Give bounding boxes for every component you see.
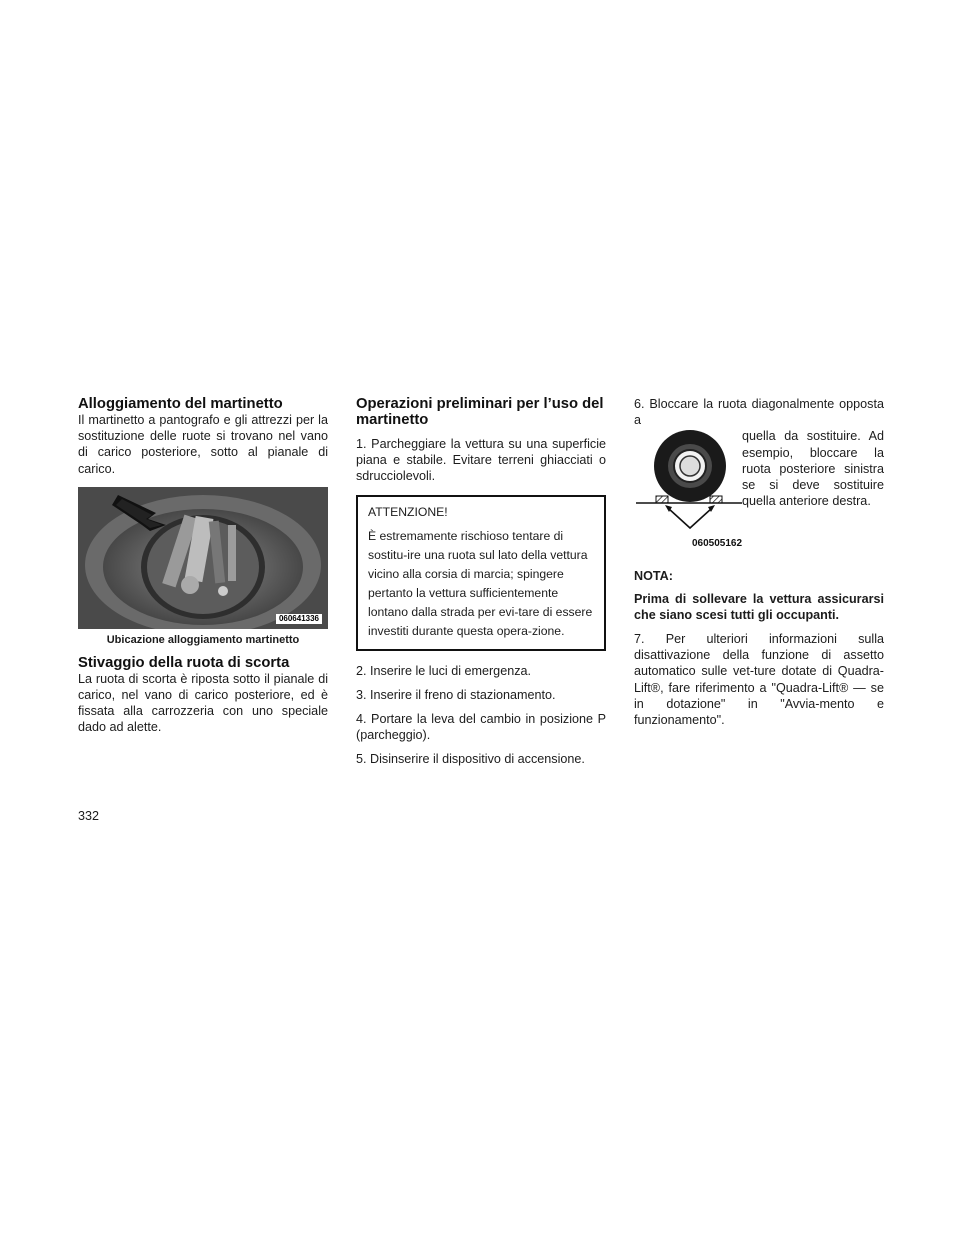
step-7: 7. Per ulteriori informazioni sulla disattivazione della funzione di assetto automatico sulle vet-ture dotate di Quadra-Lift®, fare riferimento a "Quadra-Lift® — se in dotazione" in "Avvia-mento e funzionamento". <box>634 632 884 728</box>
jack-storage-photo <box>78 487 328 629</box>
spare-wheel-heading: Stivaggio della ruota di scorta <box>78 654 290 671</box>
figure-id-label: 060505162 <box>692 538 743 550</box>
photo-caption: Ubicazione alloggiamento martinetto <box>106 633 300 646</box>
jack-storage-heading: Alloggiamento del martinetto <box>78 396 283 412</box>
spare-wheel-text: La ruota di scorta è riposta sotto il pianale di carico, nel vano di carico posteriore, ed è fissata alla carrozzeria con uno speciale dado ad alette. <box>78 671 328 735</box>
jack-storage-text: Il martinetto a pantografo e gli attrezzi per la sostituzione delle ruote si trovano nel vano di carico posteriore, sotto al pianale di carico. <box>78 413 328 476</box>
step-6-rest: quella da sostituire. Ad esempio, bloccare la ruota posteriore sinistra se si deve sostituire quella anteriore destra. <box>742 429 884 509</box>
page-number: 332 <box>78 809 100 823</box>
warning-title: ATTENZIONE! <box>368 504 448 519</box>
jack-storage-illustration <box>78 487 328 629</box>
step-3: 3. Inserire il freno di stazionamento. <box>356 687 556 702</box>
right-column <box>634 396 884 728</box>
wheel-chock-figure <box>634 428 754 554</box>
wheel-chock-illustration <box>634 428 754 554</box>
step-4: 4. Portare la leva del cambio in posizione P (parcheggio). <box>356 712 606 743</box>
step-1: 1. Parcheggiare la vettura su una superficie piana e stabile. Evitare terreni ghiacciati o sdrucciolevoli. <box>356 437 606 484</box>
step-5: 5. Disinserire il dispositivo di accensione. <box>356 752 585 767</box>
photo-id-label: 060641336 <box>276 614 322 624</box>
jack-preparation-heading: Operazioni preliminari per l’uso del martinetto <box>356 396 604 428</box>
step-6-first-line: 6. Bloccare la ruota diagonalmente opposta a <box>634 397 884 428</box>
warning-box <box>356 495 606 651</box>
step-2: 2. Inserire le luci di emergenza. <box>356 663 531 678</box>
left-column <box>78 396 328 736</box>
step-6-block <box>634 428 884 554</box>
warning-text: È estremamente rischioso tentare di sostitu-ire una ruota sul lato della vettura vicino alla corsia di marcia; spingere pertanto la vettura sufficientemente lontano dalla strada per evi-tare di essere investiti durante questa opera-zione. <box>368 528 593 638</box>
note-label: NOTA: <box>634 569 673 584</box>
note-text: Prima di sollevare la vettura assicurarsi che siano scesi tutti gli occupanti. <box>634 591 884 622</box>
middle-column <box>356 396 606 768</box>
